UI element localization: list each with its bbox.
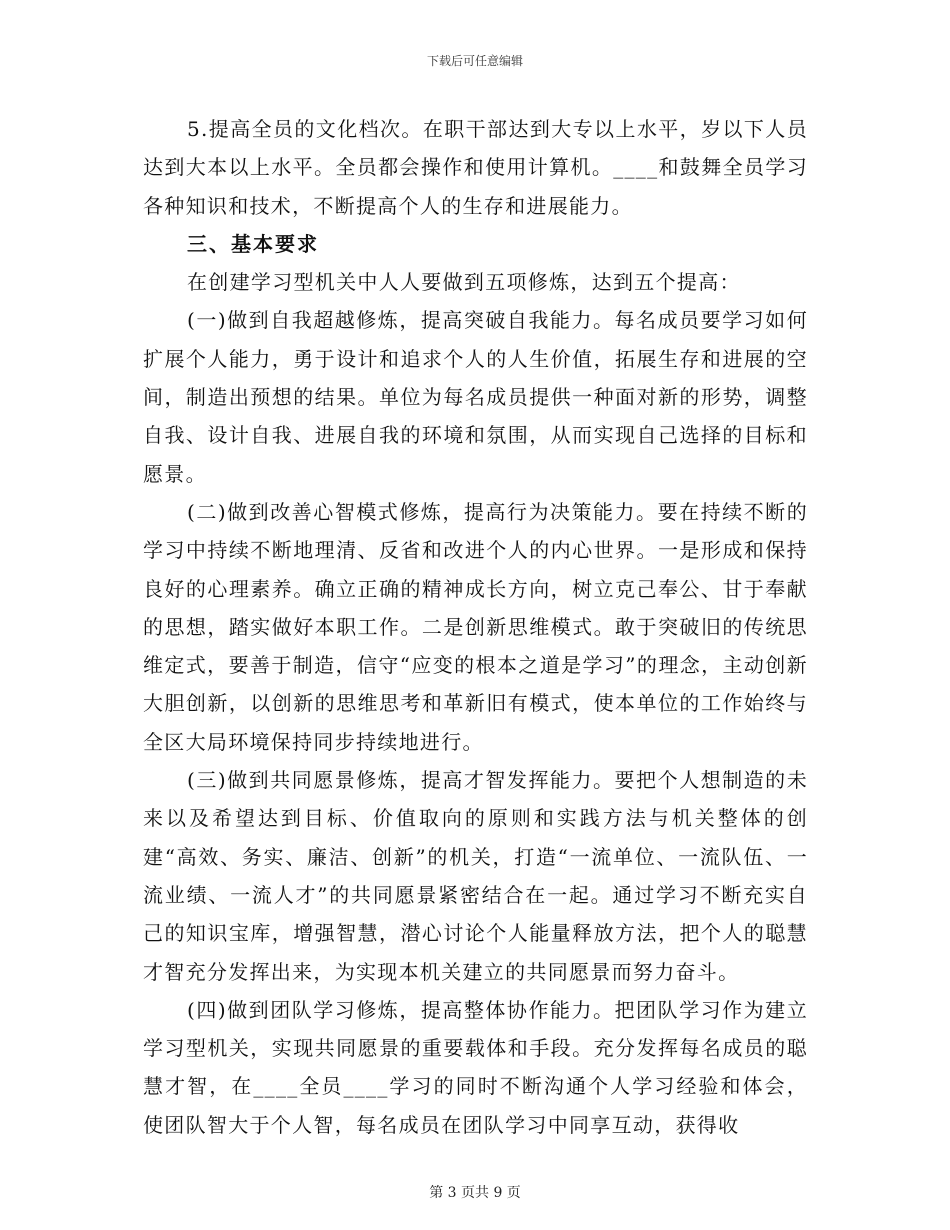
paragraph-team-learning: (四)做到团队学习修炼，提高整体协作能力。把团队学习作为建立学习型机关，实现共同愿景的重要载体和手段。充分发挥每名成员的聪慧才智，在____全员____学习的同时不断沟通个人学习经验和体会，使团队智大于个人智，每名成员在团队学习中同享互动，获得收	[143, 997, 808, 1137]
paragraph-five-disciplines-intro: 在创建学习型机关中人人要做到五项修炼，达到五个提高：	[187, 270, 741, 295]
page-footer: 第 3 页共 9 页	[429, 1185, 521, 1201]
paragraph-mental-models: (二)做到改善心智模式修炼，提高行为决策能力。要在持续不断的学习中持续不断地理清、反省和改进个人的内心世界。一是形成和保持良好的心理素养。确立正确的精神成长方向，树立克己奉公、甘于奉献的思想，踏实做好本职工作。二是创新思维模式。敢于突破旧的传统思维定式，要善于制造，信守“应变的根本之道是学习”的理念，主动创新大胆创新，以创新的思维思考和革新旧有模式，使本单位的工作始终与全区大局环境保持同步持续地进行。	[143, 499, 808, 754]
document-body	[143, 110, 808, 1144]
page-header: 下载后可任意编辑	[426, 54, 523, 68]
paragraph-shared-vision: (三)做到共同愿景修炼，提高才智发挥能力。要把个人想制造的未来以及希望达到目标、价值取向的原则和实践方法与机关整体的创建“高效、务实、廉洁、创新”的机关，打造“一流单位、一流队伍、一流业绩、一流人才”的共同愿景紧密结合在一起。通过学习不断充实自己的知识宝库，增强智慧，潜心讨论个人能量释放方法，把个人的聪慧才智充分发挥出来，为实现本机关建立的共同愿景而努力奋斗。	[143, 768, 808, 984]
paragraph-culture-level: 5.提高全员的文化档次。在职干部达到大专以上水平，岁以下人员达到大本以上水平。全员都会操作和使用计算机。____和鼓舞全员学习各种知识和技术，不断提高个人的生存和进展能力。	[143, 117, 808, 218]
section-heading-basic-requirements: 三、基本要求	[187, 231, 319, 256]
paragraph-self-transcendence: (一)做到自我超越修炼，提高突破自我能力。每名成员要学习如何扩展个人能力，勇于设计和追求个人的人生价值，拓展生存和进展的空间，制造出预想的结果。单位为每名成员提供一种面对新的形势，调整自我、设计自我、进展自我的环境和氛围，从而实现自己选择的目标和愿景。	[143, 308, 808, 486]
